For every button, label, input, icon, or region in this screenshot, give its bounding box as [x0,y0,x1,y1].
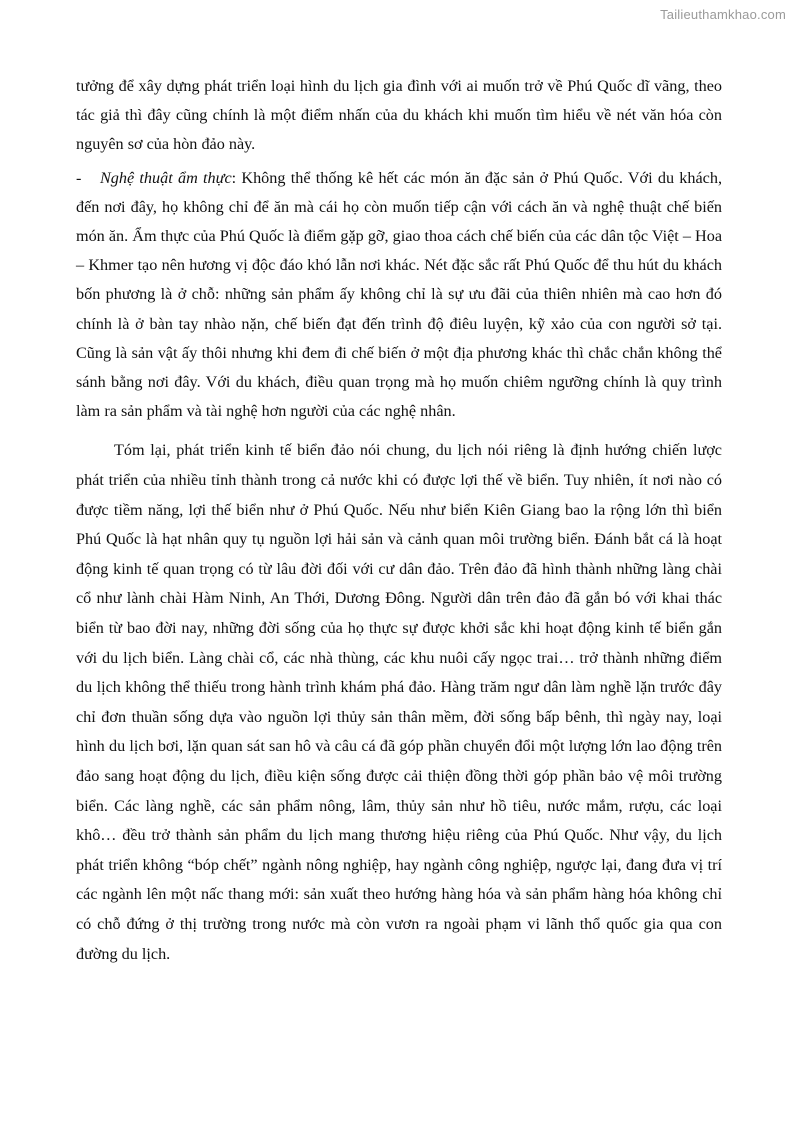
watermark-text: Tailieuthamkhao.com [660,7,786,22]
paragraph-culinary-art [76,164,722,427]
bullet-text: : Không thể thống kê hết các món ăn đặc sản ở Phú Quốc. Với du khách, đến nơi đây, họ không chỉ để ăn mà cái họ còn muốn tiếp cận với cách ăn và nghệ thuật chế biến món ăn. Ẩm thực của Phú Quốc là điểm gặp gỡ, giao thoa cách chế biến của các dân tộc Việt – Hoa – Khmer tạo nên hương vị độc đáo khó lẫn nơi khác. Nét đặc sắc rất Phú Quốc để thu hút du khách bốn phương là ở chỗ: những sản phẩm ấy không chỉ là sự ưu đãi của thiên nhiên mà cao hơn đó chính là ở bàn tay nhào nặn, chế biến đạt đến trình độ điêu luyện, kỹ xảo của con người sở tại. Cũng là sản vật ấy thôi nhưng khi đem đi chế biến ở một địa phương khác thì chắc chắn không thể sánh bằng nơi đây. Với du khách, điều quan trọng mà họ muốn chiêm ngưỡng chính là quy trình làm ra sản phẩm và tài nghệ hơn người của các nghệ nhân. [76,168,722,421]
bullet-title: Nghệ thuật ẩm thực [100,168,232,187]
bullet-dash: - [76,168,82,187]
document-body [76,72,722,969]
paragraph-conclusion: Tóm lại, phát triển kinh tế biển đảo nói chung, du lịch nói riêng là định hướng chiến lược phát triển của nhiều tỉnh thành trong cả nước khi có được lợi thế về biển. Tuy nhiên, ít nơi nào có được tiềm năng, lợi thế biển như ở Phú Quốc. Nếu như biển Kiên Giang bao la rộng lớn thì biển Phú Quốc là hạt nhân quy tụ nguồn lợi hải sản và cảnh quan môi trường biển. Đánh bắt cá là hoạt động kinh tế quan trọng có từ lâu đời đối với cư dân đảo. Trên đảo đã hình thành những làng chài cổ như lành chài Hàm Ninh, An Thới, Dương Đông. Người dân trên đảo đã gắn bó với khai thác biển từ bao đời nay, những đời sống của họ thực sự được khởi sắc khi hoạt động kinh tế biển gắn với du lịch biển. Làng chài cổ, các nhà thùng, các khu nuôi cấy ngọc trai… trở thành những điểm du lịch không thể thiếu trong hành trình khám phá đảo. Hàng trăm ngư dân làm nghề lặn trước đây chỉ đơn thuần sống dựa vào nguồn lợi thủy sản thân mềm, đời sống bấp bênh, thì ngày nay, loại hình du lịch bơi, lặn quan sát san hô và câu cá đã góp phần chuyển đổi một lượng lớn lao động trên đảo sang hoạt động du lịch, điều kiện sống được cải thiện đồng thời góp phần bảo vệ môi trường biển. Các làng nghề, các sản phẩm nông, lâm, thủy sản như hồ tiêu, nước mắm, rượu, các loại khô… đều trở thành sản phẩm du lịch mang thương hiệu riêng của Phú Quốc. Như vậy, du lịch phát triển không “bóp chết” ngành nông nghiệp, hay ngành công nghiệp, ngược lại, đang đưa vị trí các ngành lên một nấc thang mới: sản xuất theo hướng hàng hóa và sản phẩm hàng hóa không chỉ có chỗ đứng ở thị trường trong nước mà còn vươn ra ngoài phạm vi lãnh thổ quốc gia qua con đường du lịch. [76,441,722,963]
paragraph-continuation: tưởng để xây dựng phát triển loại hình du lịch gia đình với ai muốn trở về Phú Quốc dĩ vãng, theo tác giả thì đây cũng chính là một điểm nhấn của du khách khi muốn tìm hiểu về nét văn hóa còn nguyên sơ của hòn đảo này. [76,77,722,154]
